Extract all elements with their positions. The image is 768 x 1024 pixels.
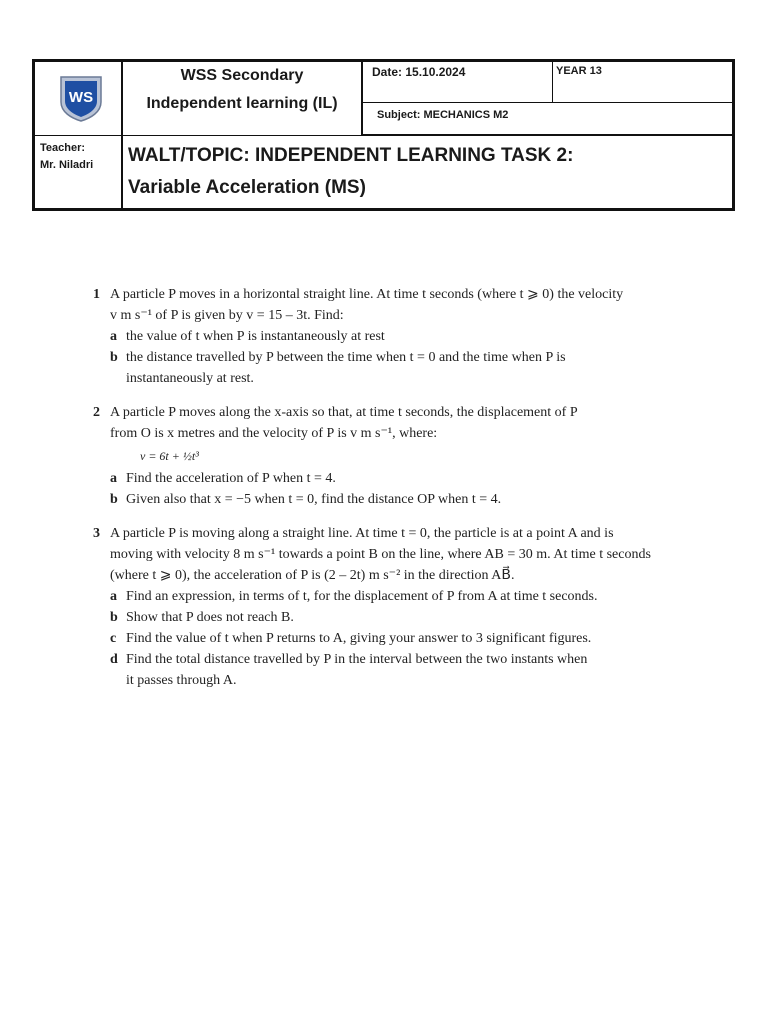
year-field: YEAR 13 bbox=[553, 62, 735, 103]
question-stem-text: moving with velocity 8 m s⁻¹ towards a point B on the line, where AB = 30 m. At time t seconds bbox=[110, 547, 651, 562]
question-part bbox=[93, 607, 673, 628]
question-stem-text: v m s⁻¹ of P is given by v = 15 – 3t. Find: bbox=[110, 308, 344, 323]
question-part bbox=[93, 368, 673, 389]
part-letter: c bbox=[110, 631, 117, 646]
question-part bbox=[93, 586, 673, 607]
logo-text: WS bbox=[68, 89, 94, 106]
question-stem-line bbox=[93, 305, 673, 326]
question-stem-line bbox=[93, 284, 673, 305]
question-stem-line bbox=[93, 565, 673, 586]
question-stem-line bbox=[93, 523, 673, 544]
question-number: 1 bbox=[93, 287, 100, 302]
subject-field: Subject: MECHANICS M2 bbox=[363, 103, 735, 135]
part-text: instantaneously at rest. bbox=[126, 371, 254, 386]
part-letter: a bbox=[110, 589, 117, 604]
part-letter: b bbox=[110, 610, 118, 625]
part-letter: a bbox=[110, 329, 117, 344]
part-letter: a bbox=[110, 471, 117, 486]
part-letter: b bbox=[110, 492, 118, 507]
topic-title: WALT/TOPIC: INDEPENDENT LEARNING TASK 2: bbox=[128, 145, 574, 166]
school-name: WSS Secondary bbox=[180, 67, 304, 84]
question-stem-line bbox=[93, 423, 673, 444]
question-number: 2 bbox=[93, 405, 100, 420]
question-part bbox=[93, 649, 673, 670]
school-cell bbox=[123, 62, 363, 135]
question-stem-line bbox=[93, 402, 673, 423]
question-part bbox=[93, 326, 673, 347]
question-part bbox=[93, 489, 673, 510]
header-table bbox=[32, 59, 735, 211]
school-logo-icon bbox=[59, 74, 103, 122]
programme-name: Independent learning (IL) bbox=[146, 95, 338, 112]
part-text: the value of t when P is instantaneously at rest bbox=[126, 329, 385, 344]
part-text: the distance travelled by P between the time when t = 0 and the time when P is bbox=[126, 350, 566, 365]
question-stem-text: from O is x metres and the velocity of P is v m s⁻¹, where: bbox=[110, 426, 438, 441]
question-stem-text: A particle P moves in a horizontal straight line. At time t seconds (where t ⩾ 0) the velocity bbox=[110, 287, 624, 302]
question-stem-text: A particle P is moving along a straight line. At time t = 0, the particle is at a point A and is bbox=[110, 526, 614, 541]
question-1 bbox=[93, 284, 673, 389]
part-letter: b bbox=[110, 350, 118, 365]
part-text: Find the value of t when P returns to A, giving your answer to 3 significant figures. bbox=[126, 631, 592, 646]
teacher-cell bbox=[35, 135, 123, 211]
question-part bbox=[93, 347, 673, 368]
date-field: Date: 15.10.2024 bbox=[363, 62, 553, 103]
topic-cell bbox=[123, 135, 735, 211]
part-text: Find the acceleration of P when t = 4. bbox=[126, 471, 336, 486]
formula: v = 6t + ½t³ bbox=[140, 449, 199, 463]
question-stem-text: (where t ⩾ 0), the acceleration of P is (2 – 2t) m s⁻² in the direction AB⃗. bbox=[110, 568, 515, 583]
question-part bbox=[93, 468, 673, 489]
part-text: it passes through A. bbox=[126, 673, 237, 688]
topic-subtitle: Variable Acceleration (MS) bbox=[128, 177, 366, 198]
question-part bbox=[93, 628, 673, 649]
logo-cell bbox=[35, 62, 123, 135]
teacher-name: Mr. Niladri bbox=[40, 159, 94, 171]
part-letter: d bbox=[110, 652, 118, 667]
part-text: Find the total distance travelled by P in the interval between the two instants when bbox=[126, 652, 588, 667]
question-3 bbox=[93, 523, 673, 691]
teacher-label: Teacher: bbox=[40, 142, 86, 154]
question-stem-text: A particle P moves along the x-axis so that, at time t seconds, the displacement of P bbox=[110, 405, 578, 420]
question-stem-line bbox=[93, 544, 673, 565]
question-part bbox=[93, 670, 673, 691]
question-2 bbox=[93, 402, 673, 510]
part-text: Find an expression, in terms of t, for the displacement of P from A at time t seconds. bbox=[126, 589, 598, 604]
part-text: Given also that x = −5 when t = 0, find the distance OP when t = 4. bbox=[126, 492, 502, 507]
question-list bbox=[93, 284, 673, 704]
question-number: 3 bbox=[93, 526, 100, 541]
part-text: Show that P does not reach B. bbox=[126, 610, 294, 625]
